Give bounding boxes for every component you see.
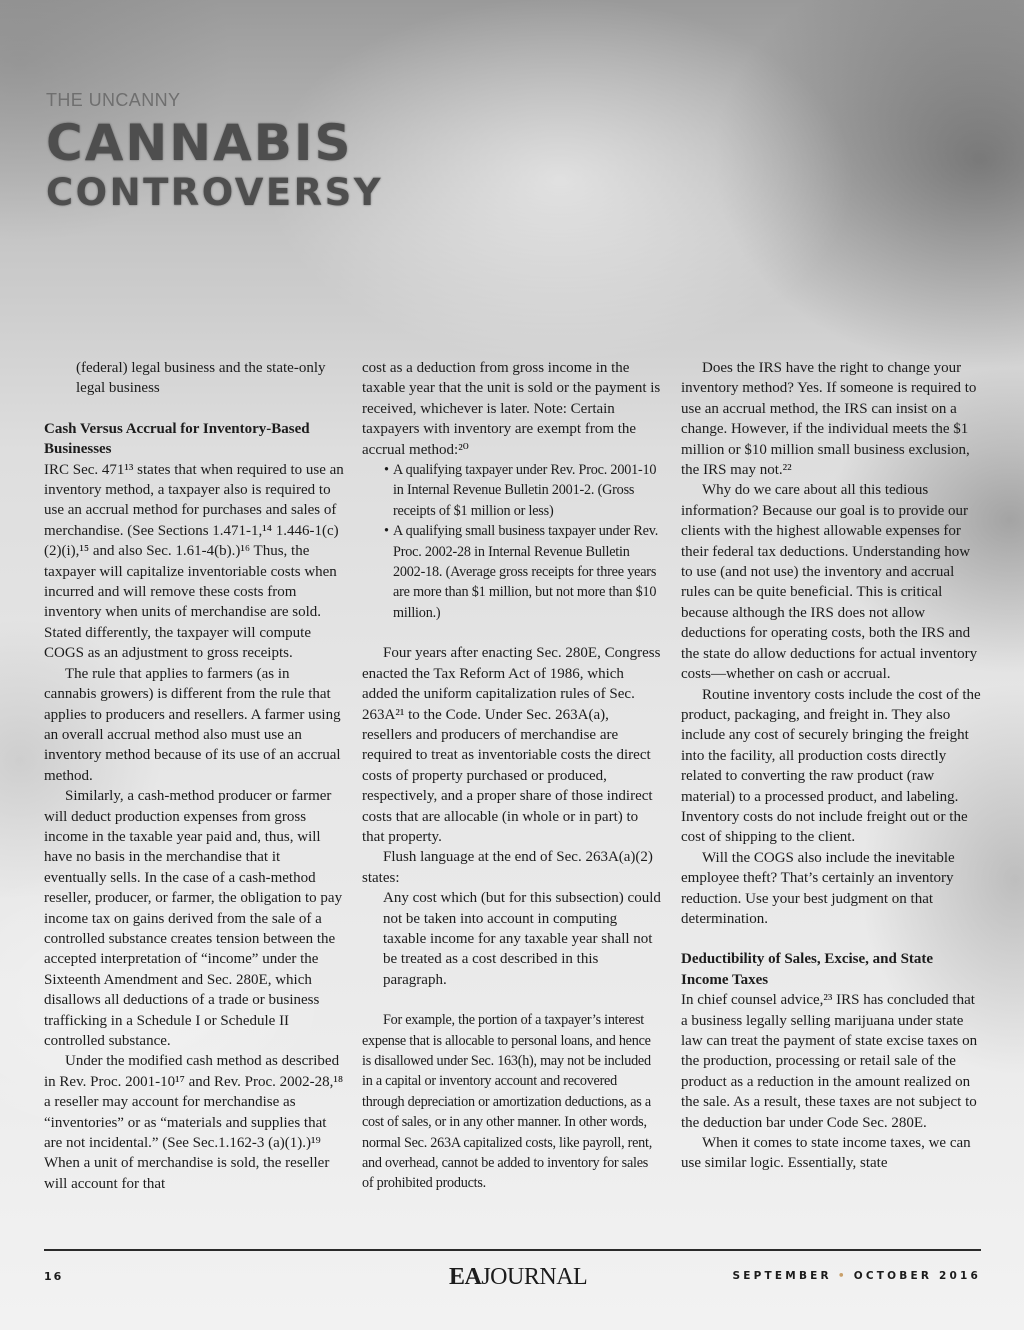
paragraph: Will the COGS also include the inevitable employee theft? That’s certainly an inventory reduction. Use your best judgment on that determination. (681, 849, 955, 927)
text-column-3 (681, 358, 981, 1174)
paragraph: Four years after enacting Sec. 280E, Congress enacted the Tax Reform Act of 1986, which added the uniform capitalization rules of Sec. 263A²¹ to the Code. Under Sec. 263A(a), resellers and producers of merchandise are required to treat as inventoriable costs the direct costs of property purchased or produced, respectively, and a proper share of those indirect costs that are allocable (in whole or in part) to that property. (362, 645, 661, 845)
title-line-2: CONTROVERSY (46, 171, 384, 214)
footer-rule (44, 1249, 981, 1251)
article-title-block (46, 90, 384, 214)
paragraph: cost as a deduction from gross income in the taxable year that the unit is sold or the payment is received, whichever is later. Note: Certain taxpayers with inventory are exempt from the accrual method:²⁰ (362, 360, 661, 458)
paragraph: Under the modified cash method as described in Rev. Proc. 2001-10¹⁷ and Rev. Proc. 2002-28,¹⁸ a reseller may account for merchandise as “inventories” or as “materials and supplies that are not incidental.” (See Sec.1.162-3 (a)(1).)¹⁹ When a unit of merchandise is sold, the reseller will account for that (44, 1053, 344, 1192)
paragraph: Flush language at the end of Sec. 263A(a)(2) states: (362, 849, 653, 886)
date-separator-dot: • (837, 1270, 848, 1282)
title-line-1: CANNABIS (46, 114, 353, 172)
paragraph: Similarly, a cash-method producer or farmer will deduct production expenses from gross income in the taxable year paid and, thus, will have no basis in the merchandise that it eventually sells. In the case of a cash-method reseller, producer, or farmer, the obligation to pay income tax on gains derived from the sale of a controlled substance creates tension between the accepted interpretation of “income” under the Sixteenth Amendment and Sec. 280E, which disallows all deductions of a trade or business trafficking in a Schedule I or Schedule II controlled substance. (44, 788, 343, 1049)
paragraph: Why do we care about all this tedious information? Because our goal is to provide our clients with the highest allowable expenses for their federal tax deductions. Understanding how to use (and not use) the inventory and accrual rules can be quite beneficial. This is critical because although the IRS does not allow deductions for operating costs, both the IRS and the state do allow deductions for actual inventory costs—whether on cash or accrual. (681, 482, 978, 683)
paragraph: The rule that applies to farmers (as in cannabis growers) is different from the rule that applies to producers and resellers. A farmer using an overall accrual method also must use an inventory method because of its use of an accrual method. (44, 665, 341, 784)
list-item: • A qualifying taxpayer under Rev. Proc. 2001-10 in Internal Revenue Bulletin 2001-2. (Gross receipts of $1 million or less) (362, 460, 662, 521)
ea-journal-logo: EAJOURNAL (449, 1264, 588, 1290)
text-column-1 (44, 358, 344, 1194)
paragraph: Routine inventory costs include the cost of the product, packaging, and freight in. They also include any cost of securely bringing the freight into the facility, all production costs directly related to converting the raw product (raw material) to a processed product, and labeling. Inventory costs do not include freight out or the cost of shipping to the client. (681, 686, 981, 846)
paragraph: When it comes to state income taxes, we can use similar logic. Essentially, state (681, 1135, 971, 1172)
issue-date: SEPTEMBER • OCTOBER 2016 (732, 1270, 981, 1282)
section-heading-deductibility: Deductibility of Sales, Excise, and State Income Taxes (681, 951, 934, 988)
paragraph: Does the IRS have the right to change your inventory method? Yes. If someone is required to use an accrual method, the IRS can insist on a change. However, if the individual meets the $1 million or $10 million small business exclusion, the IRS may not.²² (681, 360, 977, 479)
paragraph: For example, the portion of a taxpayer’s interest expense that is allocable to personal loans, and hence is disallowed under Sec. 163(h), may not be included in a capital or inventory account and recovered through depreciation or amortization deductions, as a cost of sales, or in any other manner. In other words, normal Sec. 263A capitalized costs, like payroll, rent, and overhead, cannot be added to inventory for sales of prohibited products. (362, 1012, 653, 1192)
paragraph: IRC Sec. 471¹³ states that when required to use an inventory method, a taxpayer also is required to use an accrual method for purchases and sales of merchandise. (See Sections 1.471-1,¹⁴ 1.446-1(c)(2)(i),¹⁵ and also Sec. 1.61-4(b).)¹⁶ Thus, the taxpayer will capitalize inventoriable costs when incurred and will remove these costs from inventory when units of merchandise are sold. Stated differently, the taxpayer will compute COGS as an adjustment to gross receipts. (44, 461, 344, 662)
block-quote: Any cost which (but for this subsection) could not be taken into account in computing taxable income for any taxable year shall not be treated as a cost described in this paragraph. (383, 890, 661, 988)
title-kicker: THE UNCANNY (46, 90, 181, 110)
text-column-2 (362, 358, 662, 1194)
page-footer (44, 1264, 981, 1291)
list-item: • A qualifying small business taxpayer under Rev. Proc. 2002-28 in Internal Revenue Bulletin 2002-18. (Average gross receipts for three years are more than $1 million, but not more than $10 million.) (362, 521, 662, 623)
bullet-list (362, 460, 662, 623)
paragraph: In chief counsel advice,²³ IRS has concluded that a business legally selling marijuana under state law can treat the payment of state excise taxes on the production, processing or retail sale of the product as a reduction in the amount realized on the sale. As a result, these taxes are not subject to the deduction bar under Code Sec. 280E. (681, 992, 978, 1131)
paragraph-continued: (federal) legal business and the state-only legal business (76, 360, 326, 397)
section-heading-cash-vs-accrual: Cash Versus Accrual for Inventory-Based Businesses (44, 420, 310, 458)
page-number: 16 (44, 1270, 64, 1283)
